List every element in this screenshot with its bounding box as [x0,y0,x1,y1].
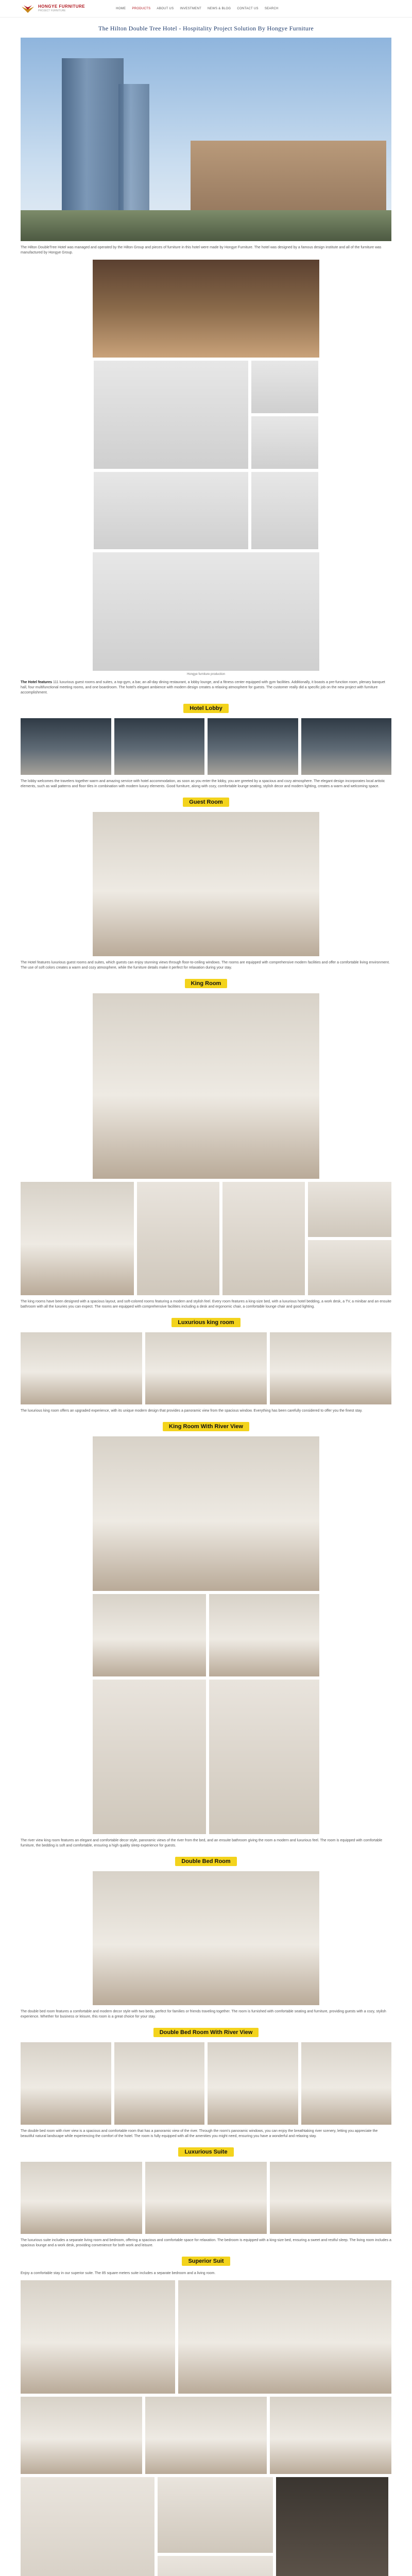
superior-suit-photo [270,2397,391,2474]
brand-subtitle: PROJECT FURNITURE [38,9,66,12]
guest-room-photo [93,812,319,956]
section-badge-king-room: King Room [185,979,228,988]
lobby-photo [208,718,298,775]
hotel-exterior-photo [21,38,391,241]
king-room-detail-photo [308,1182,391,1237]
section-badge-guest-room: Guest Room [183,798,229,807]
overview-paragraph: The Hotel features 111 luxurious guest rooms and suites, a top-gym, a bar, an all-day dining restaurant, a lobby lounge, and a fitness center equipped with gym facilities. Additionally, it boasts a pre-function room, plenary banquet hall, four multifunctional meeting rooms, and one boardroom. The hotel's elegant ambience with modern design creates a relaxing atmosphere for guests. The customer really did a specific job on the new project with furniture accomplishment. [21,681,385,694]
king-river-view-photo [93,1436,319,1591]
section-badge-luxurious-king-room: Luxurious king room [171,1318,240,1327]
lobby-photos [21,718,391,775]
double-bed-room-photo [93,1871,319,2005]
main-nav [116,7,279,10]
nav-products[interactable]: PRODUCTS [132,7,151,10]
king-river-view-bath-photo [209,1680,319,1834]
lobby-photo [114,718,205,775]
page-title: The Hilton Double Tree Hotel - Hospitality Project Solution By Hongye Furniture [98,25,314,32]
site-header [0,0,412,18]
double-river-view-photo [301,2042,392,2125]
nav-investment[interactable]: INVESTMENT [180,7,202,10]
luxurious-king-photos [21,1332,391,1404]
king-room-bath-photo [222,1182,305,1295]
king-room-bath-photo [137,1182,219,1295]
factory-caption: Hongye furniture production [186,673,226,676]
superior-suit-bath-photo [21,2477,154,2576]
nav-about-us[interactable]: ABOUT US [157,7,174,10]
nav-home[interactable]: HOME [116,7,126,10]
king-room-detail-photo [308,1240,391,1295]
king-room-photo [21,1182,134,1295]
nav-contact-us[interactable]: CONTACT US [237,7,259,10]
double-river-view-photo [21,2042,111,2125]
section-badge-king-river-view: King Room With River View [163,1422,249,1431]
king-room-photos [21,1182,391,1295]
king-river-view-bath-photos [21,1680,391,1834]
logo-wings-icon [21,4,35,14]
section-badge-luxurious-suite: Luxurious Suite [178,2147,233,2157]
luxurious-king-photo [21,1332,142,1404]
double-river-view-text: The double bed room with river view is a spacious and comfortable room that has a panoramic view of the river. Through the room's panoramic windows, you can enjoy the breathtaking river scenery, letting you appreciate the beautiful natural landscape while experiencing the comfort of the hotel. The room is fully equipped with all the amenities you might need, ensuring you have a wonderful and relaxing stay. [21,2129,378,2138]
king-room-text: The king rooms have been designed with a spacious layout, and soft-colored rooms featuring a modern and stylish feel. Every room features a king-size bed, with a luxurious hotel bedding, a work desk, a TV, a minibar and an ensuite bathroom with all the luxuries you can expect. The rooms are equipped with comprehensive facilities including a desk and ergonomic chair, a comfortable lounge chair and good lighting. [21,1300,391,1309]
superior-suit-photo [21,2280,175,2394]
coffee-machine-photo [276,2477,388,2576]
luxurious-suite-text: The luxurious suite includes a separate living room and bedroom, offering a spacious and comfortable space for relaxation. The bedroom is equipped with a king-size bed, ensuring a sweet and restful sleep. The living room includes a spacious lounge and a work desk, providing convenience for both work and leisure. [21,2239,391,2247]
superior-suit-photo [145,2397,267,2474]
warehouse-photo [93,552,319,671]
production-photos-row-2 [21,472,391,549]
nav-news-blog[interactable]: NEWS & BLOG [208,7,231,10]
overview-lead: The Hotel features [21,681,53,684]
luxurious-king-text: The luxurious king room offers an upgraded experience, with its unique modern design that provides a panoramic view from the spacious window. Everything has been carefully considered to offer you the finest stay. [21,1409,363,1413]
superior-suit-detail-photo [158,2477,273,2553]
superior-suit-text: Enjoy a comfortable stay in our superior suite. The 85 square meters suite includes a separate bedroom and a living room. [21,2272,216,2275]
section-badge-hotel-lobby: Hotel Lobby [183,704,229,713]
luxurious-suite-photo [270,2162,391,2234]
luxurious-suite-photo [21,2162,142,2234]
intro-paragraph: The Hilton DoubleTree Hotel was managed and operated by the Hilton Group and pieces of furniture in this hotel were made by Hongye Furniture. The hotel was designed by a famous design institute and all of the furniture was manufactured by Hongye Group. [21,246,382,255]
superior-suit-photo [178,2280,391,2394]
guest-room-text: The Hotel features luxurious guest rooms and suites, which guests can enjoy stunning views through floor-to-ceiling windows. The rooms are equipped with comprehensive modern facilities and offer a comfortable living environment. The use of soft colors creates a warm and cozy atmosphere, while the furniture details make it perfect for relaxation during your stay. [21,961,390,970]
luxurious-suite-photos [21,2162,391,2234]
double-river-view-photo [114,2042,205,2125]
article-content [21,38,391,2576]
superior-suit-detail-photo [158,2556,273,2576]
king-river-view-photo [93,1594,206,1676]
superior-suit-photos-row-2 [21,2397,391,2474]
superior-suit-photos-row-1 [21,2280,391,2394]
production-photos-row-1 [21,361,391,469]
king-river-view-bath-photo [93,1680,206,1834]
section-badge-superior-suit: Superior Suit [182,2257,230,2266]
luxurious-king-photo [145,1332,267,1404]
double-river-view-photo [208,2042,298,2125]
production-photo [94,472,248,549]
production-photo [251,472,318,549]
king-river-view-text: The river view king room features an elegant and comfortable decor style, panoramic views of the river from the bed, and an ensuite bathroom giving the room a modern and luxurious feel. The room is equipped with comfortable furniture, the bedding is soft and comfortable, ensuring a high quality sleep experience for guests. [21,1839,383,1848]
section-badge-double-river-view: Double Bed Room With River View [153,2028,259,2037]
section-badge-double-bed-room: Double Bed Room [175,1857,236,1866]
lobby-photo [301,718,392,775]
hotel-lobby-text: The lobby welcomes the travelers together warm and amazing service with hotel accommodation, as soon as you enter the lobby, you are greeted by a spacious and cozy atmosphere. The elegant design incorporates local artistic elements, such as wall patterns and floor tiles in combination with modern luxury elements. Good furniture, along with cozy, comfortable lounge seating, stylish decor and modern lighting, creates a warm and welcoming space. [21,779,385,788]
superior-suit-photo [21,2397,142,2474]
king-room-photo [93,993,319,1179]
double-river-view-photos [21,2042,391,2125]
luxurious-suite-photo [145,2162,267,2234]
site-logo[interactable] [21,4,85,14]
production-photo [251,361,318,413]
production-photo [94,361,248,469]
king-river-view-photos [21,1594,391,1676]
double-bed-room-text: The double bed room features a comfortable and modern decor style with two beds, perfect for families or friends traveling together. The room is furnished with comfortable seating and furniture, providing guests with a cozy, stylish experience. Whether for business or leisure, this room is a great choice for your stay. [21,2010,386,2019]
brand-name: HONGYE FURNITURE [38,4,85,9]
superior-suit-photos-row-3 [21,2477,391,2576]
lobby-photo [21,718,111,775]
king-river-view-photo [209,1594,319,1676]
truck-loading-photo [93,260,319,358]
luxurious-king-photo [270,1332,391,1404]
production-photo [251,416,318,469]
nav-search[interactable]: SEARCH [264,7,279,10]
